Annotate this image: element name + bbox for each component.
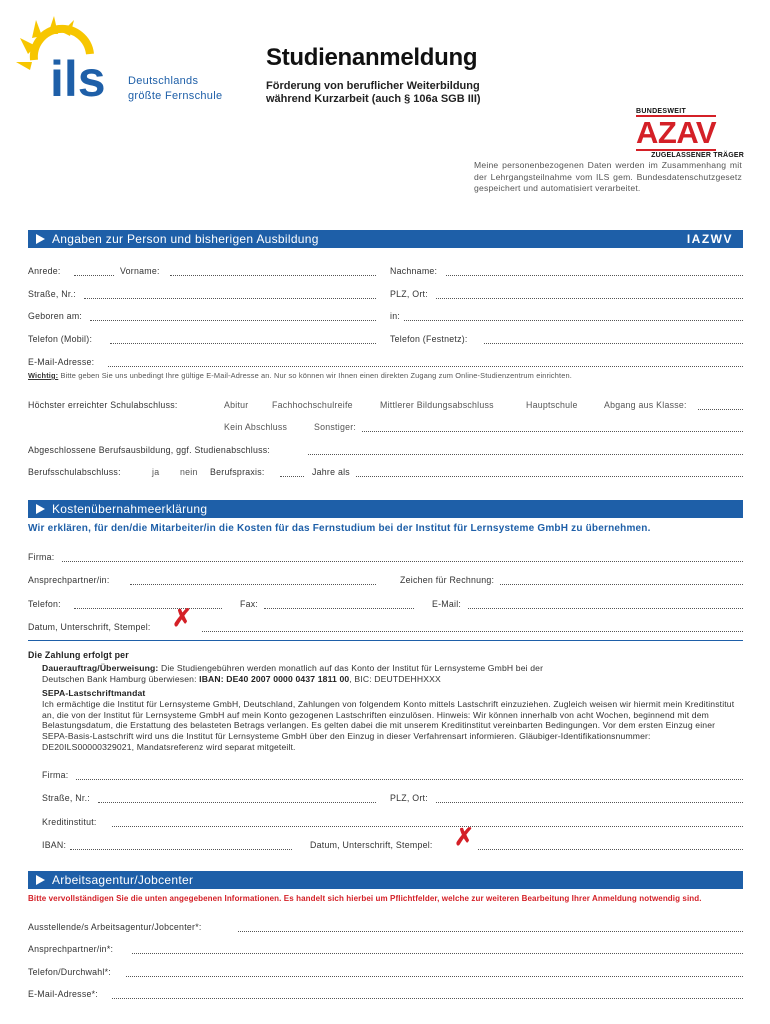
vorname-label: Vorname: [120, 266, 160, 276]
kosten-intro: Wir erklären, für den/die Mitarbeiter/in die Kosten für das Fernstudium bei der Institut für Lernsysteme GmbH zu übernehmen. [28, 523, 651, 534]
geburtsort-field[interactable] [404, 320, 743, 321]
row-ansprechpartner [28, 573, 743, 587]
berufsausbildung-label: Abgeschlossene Berufsausbildung, ggf. Studienabschluss: [28, 445, 271, 455]
geboren-label: Geboren am: [28, 311, 83, 321]
sepa-text: Ich ermächtige die Institut für Lernsysteme GmbH, Deutschland, Zahlungen von folgendem Konto mittels Lastschrift einzuziehen. Zugleich weisen wir hiermit mein Kreditinstitut an, die von der Institut für Lernsysteme GmbH auf mein Konto gezogenen Lastschriften einzulösen. Hinweis: Wir können innerhalb von acht Wochen, beginnend mit dem Belastungsdatum, die Erstattung des belasteten Betrags verlangen. Es gelten dabei die mit unserem Kreditinstitut vereinbarten Bedingungen. Vor dem ersten Einzug einer SEPA-Basis-Lastschrift wird uns die Institut für Lernsysteme GmbH über den Einzug in dieser Verfahrensart informieren. Gläubiger-Identifikationsnummer: DE20ILS00000329021, Mandatsreferenz wird separat mitgeteilt. [42, 698, 735, 752]
berufspraxis-field[interactable] [280, 476, 304, 477]
pay-datum-label: Datum, Unterschrift, Stempel: [310, 840, 433, 850]
row-jc-telefon [28, 965, 743, 979]
section-title: Kostenübernahmeerklärung [52, 502, 208, 516]
row-phone [28, 332, 743, 346]
subtitle-line1: Förderung von beruflicher Weiterbildung [266, 80, 480, 92]
option-fachhochschulreife[interactable]: Fachhochschulreife [272, 400, 353, 410]
sepa-heading: SEPA-Lastschriftmandat [42, 688, 146, 698]
dauerauftrag-text1: Die Studiengebühren werden monatlich auf das Konto der Institut für Lernsysteme GmbH bei der [158, 663, 544, 673]
pay-strasse-label: Straße, Nr.: [42, 793, 90, 803]
option-mittlerer-bildungsabschluss[interactable]: Mittlerer Bildungsabschluss [380, 400, 494, 410]
plz-ort-label: PLZ, Ort: [390, 289, 428, 299]
nachname-field[interactable] [446, 275, 743, 276]
jc-email-field[interactable] [112, 998, 743, 999]
row-berufsausbildung [28, 443, 743, 457]
row-birth [28, 309, 743, 323]
nachname-label: Nachname: [390, 266, 438, 276]
tagline [128, 74, 222, 104]
firma-label: Firma: [28, 552, 55, 562]
kreditinstitut-field[interactable] [112, 826, 743, 827]
telefon-mobil-label: Telefon (Mobil): [28, 334, 93, 344]
signature-field[interactable] [202, 631, 743, 632]
row-berufsschule [28, 465, 743, 479]
telefon-label: Telefon: [28, 599, 61, 609]
azav-badge [636, 108, 744, 159]
azav-top: BUNDESWEIT [636, 108, 687, 115]
pay-plz-ort-field[interactable] [436, 802, 743, 803]
jc-ansprechpartner-label: Ansprechpartner/in*: [28, 944, 114, 954]
jc-telefon-label: Telefon/Durchwahl*: [28, 967, 111, 977]
schulabschluss-label: Höchster erreichter Schulabschluss: [28, 400, 178, 410]
azav-main: AZAV [636, 115, 717, 150]
section-person-header [28, 230, 743, 248]
row-datum [28, 620, 743, 634]
row-firma [28, 550, 743, 564]
jc-telefon-field[interactable] [126, 976, 743, 977]
anrede-field[interactable] [74, 275, 114, 276]
pay-firma-label: Firma: [42, 770, 69, 780]
strasse-label: Straße, Nr.: [28, 289, 76, 299]
datum-label: Datum, Unterschrift, Stempel: [28, 622, 151, 632]
option-ja[interactable]: ja [152, 467, 160, 477]
option-sonstiger[interactable]: Sonstiger: [314, 422, 357, 432]
dauerauftrag-bold: Dauerauftrag/Überweisung: [42, 663, 159, 673]
row-email [28, 355, 743, 369]
svg-text:ils: ils [50, 51, 106, 104]
telefon-festnetz-label: Telefon (Festnetz): [390, 334, 468, 344]
geboren-field[interactable] [90, 320, 376, 321]
kreditinstitut-label: Kreditinstitut: [42, 817, 97, 827]
subtitle-line2: während Kurzarbeit (auch § 106a SGB III) [266, 93, 481, 105]
section-kosten-header [28, 500, 743, 518]
row-name [28, 264, 743, 278]
berufspraxis-label: Berufspraxis: [210, 467, 265, 477]
strasse-field[interactable] [84, 298, 376, 299]
telefon-festnetz-field[interactable] [484, 343, 743, 344]
payment-heading: Die Zahlung erfolgt per [28, 650, 129, 660]
title-block [266, 44, 481, 106]
dauerauftrag-iban: IBAN: DE40 2007 0000 0437 1811 00 [199, 673, 350, 684]
tagline-line1: Deutschlands [128, 75, 199, 87]
abgang-klasse-field[interactable] [698, 409, 743, 410]
divider [28, 640, 743, 641]
email-label: E-Mail: [432, 599, 462, 609]
dauerauftrag-bic: , BIC: DEUTDEHHXXX [349, 673, 441, 684]
pay-firma-field[interactable] [76, 779, 743, 780]
jobcenter-intro: Bitte vervollständigen Sie die unten angegebenen Informationen. Es handelt sich hierbei um Pflichtfelder, welche zur weiteren Bearbeitung Ihrer Anmeldung notwendig sind. [28, 894, 702, 903]
note-bold: Wichtig: [28, 371, 59, 380]
sign-here-x-icon-2: ✗ [454, 824, 475, 851]
fax-label: Fax: [240, 599, 259, 609]
option-kein-abschluss[interactable]: Kein Abschluss [224, 422, 288, 432]
section-jobcenter-header [28, 871, 743, 889]
firma-field[interactable] [62, 561, 743, 562]
ansprechpartner-label: Ansprechpartner/in: [28, 575, 110, 585]
triangle-icon [36, 504, 45, 514]
ausstellende-field[interactable] [238, 931, 743, 932]
ansprechpartner-field[interactable] [130, 584, 376, 585]
iban-field[interactable] [70, 849, 292, 850]
zeichen-field[interactable] [500, 584, 743, 585]
section-code: IAZWV [686, 232, 733, 246]
triangle-icon [36, 875, 45, 885]
triangle-icon [36, 234, 45, 244]
row-telefon-fax [28, 597, 743, 611]
row-schulabschluss-2 [28, 420, 743, 434]
pay-plz-ort-label: PLZ, Ort: [390, 793, 428, 803]
jc-ansprechpartner-field[interactable] [132, 953, 743, 954]
berufsschulabschluss-label: Berufsschulabschluss: [28, 467, 121, 477]
row-pay-firma [42, 768, 743, 782]
ausstellende-label: Ausstellende/s Arbeitsagentur/Jobcenter*: [28, 922, 202, 932]
email-note [28, 371, 572, 380]
ils-logo [14, 14, 124, 104]
email-label: E-Mail-Adresse: [28, 357, 95, 367]
row-ausstellende [28, 920, 743, 934]
row-jc-email [28, 987, 743, 1001]
pay-strasse-field[interactable] [98, 802, 376, 803]
row-schulabschluss [28, 398, 743, 412]
vorname-field[interactable] [170, 275, 376, 276]
email-field[interactable] [108, 366, 743, 367]
azav-bottom: ZUGELASSENER TRÄGER [651, 152, 744, 159]
privacy-note: Meine personenbezogenen Daten werden im Zusammenhang mit der Lehrgangsteilnahme vom ILS gem. Bundesdatenschutzgesetz gespeichert und automatisiert verarbeitet. [474, 160, 742, 193]
jc-email-label: E-Mail-Adresse*: [28, 989, 98, 999]
row-pay-address [42, 791, 743, 805]
dauerauftrag-text [42, 663, 742, 685]
pay-signature-field[interactable] [478, 849, 743, 850]
fax-field[interactable] [264, 608, 414, 609]
jahre-als-field[interactable] [356, 476, 743, 477]
anrede-label: Anrede: [28, 266, 61, 276]
section-title: Arbeitsagentur/Jobcenter [52, 873, 194, 887]
section-title: Angaben zur Person und bisherigen Ausbildung [52, 232, 319, 246]
option-hauptschule[interactable]: Hauptschule [526, 400, 578, 410]
zeichen-label: Zeichen für Rechnung: [400, 575, 495, 585]
plz-ort-field[interactable] [436, 298, 743, 299]
berufsausbildung-field[interactable] [308, 454, 743, 455]
email-field[interactable] [468, 608, 743, 609]
tagline-line2: größte Fernschule [128, 90, 223, 102]
jahre-als-label: Jahre als [312, 467, 350, 477]
row-jc-ansprechpartner [28, 942, 743, 956]
row-kreditinstitut [42, 815, 743, 829]
sepa-block [42, 688, 742, 753]
telefon-field[interactable] [74, 608, 222, 609]
iban-label: IBAN: [42, 840, 67, 850]
option-abgang-aus-klasse[interactable]: Abgang aus Klasse: [604, 400, 687, 410]
option-nein[interactable]: nein [180, 467, 198, 477]
row-address [28, 287, 743, 301]
row-iban [42, 838, 743, 852]
option-abitur[interactable]: Abitur [224, 400, 249, 410]
page-subtitle [266, 80, 481, 106]
sun-logo-icon [14, 14, 124, 104]
in-label: in: [390, 311, 401, 321]
sign-here-x-icon: ✗ [172, 605, 193, 632]
page-title: Studienanmeldung [266, 44, 478, 71]
telefon-mobil-field[interactable] [110, 343, 376, 344]
note-text: Bitte geben Sie uns unbedingt Ihre gültige E-Mail-Adresse an. Nur so können wir Ihnen einen direkten Zugang zum Online-Studienzentrum einrichten. [58, 371, 572, 380]
dauerauftrag-text2: Deutschen Bank Hamburg überwiesen: [42, 673, 200, 684]
sonstiger-field[interactable] [362, 431, 743, 432]
